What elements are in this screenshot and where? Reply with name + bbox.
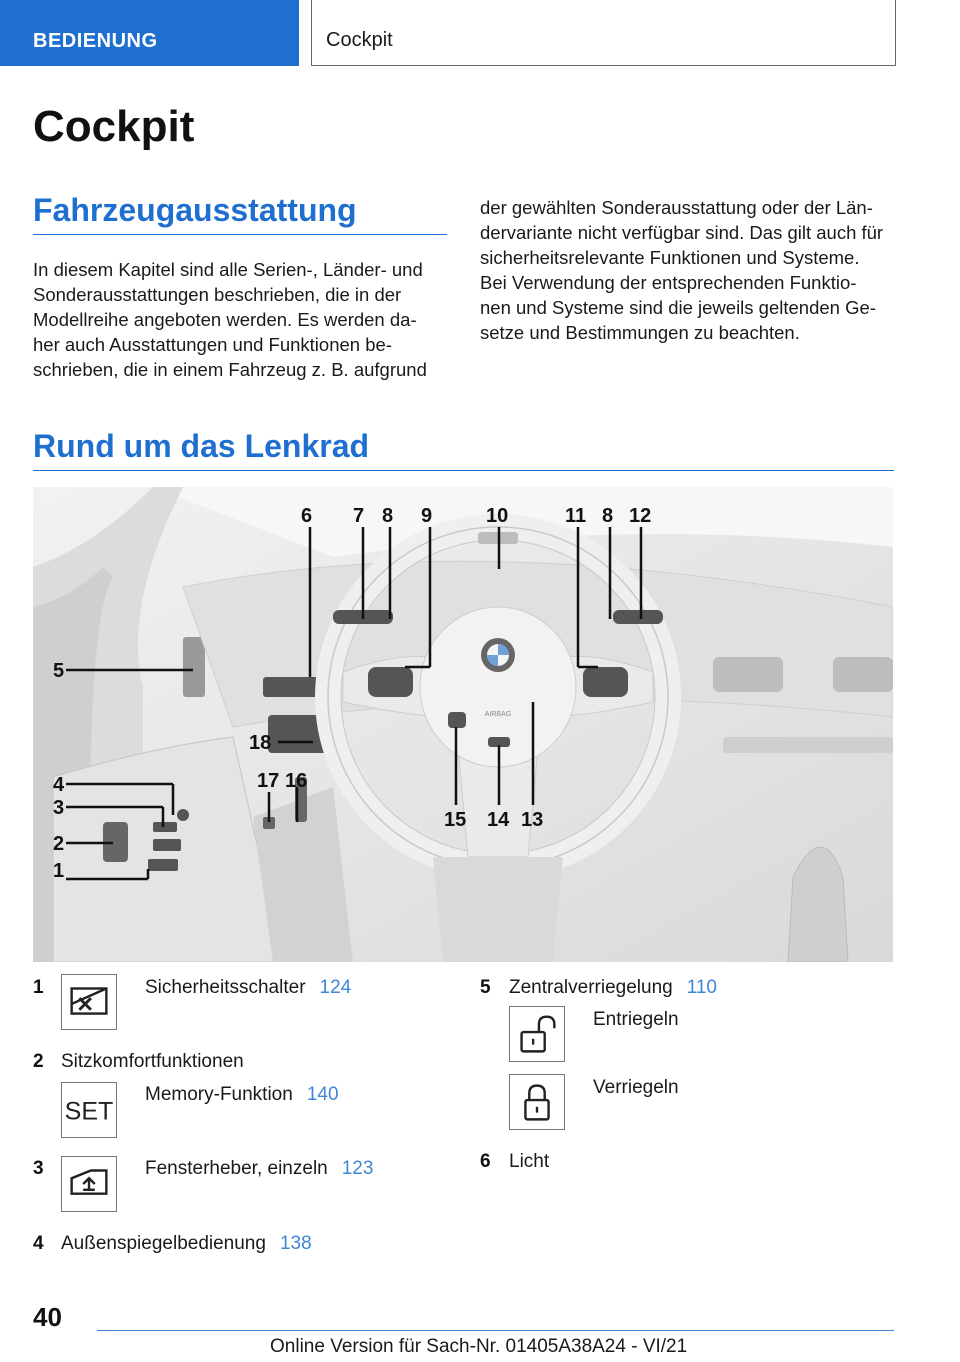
callout-9: 9 xyxy=(421,505,433,527)
intro-paragraph-right xyxy=(480,195,900,345)
callout-3: 3 xyxy=(53,797,65,819)
set-button-icon xyxy=(61,1082,117,1138)
text-line: der gewählten Sonderausstattung oder der Län- xyxy=(480,197,873,218)
item-1 xyxy=(145,977,351,999)
callout-11: 11 xyxy=(565,505,587,527)
text-line: schrieben, die in einem Fahrzeug z. B. aufgrund xyxy=(33,359,427,380)
footer-text: Online Version für Sach-Nr. 01405A38A24 - VI/21 xyxy=(270,1336,688,1357)
section-title-lenkrad: Rund um das Lenkrad xyxy=(33,428,370,464)
item-label: Sitzkomfortfunktionen xyxy=(61,1051,244,1072)
text-line: Bei Verwendung der entsprechenden Funktio- xyxy=(480,272,857,293)
callout-16: 16 xyxy=(285,770,308,792)
text-line: her auch Ausstattungen und Funktionen be- xyxy=(33,334,392,355)
unlock-icon xyxy=(509,1006,565,1062)
callout-6: 6 xyxy=(301,505,313,527)
text-line: nen und Systeme sind die jeweils geltenden Ge- xyxy=(480,297,876,318)
item-label: Entriegeln xyxy=(593,1009,679,1030)
item-2a xyxy=(145,1084,339,1106)
footer-divider xyxy=(97,1330,894,1331)
page-link[interactable]: 123 xyxy=(341,1158,374,1179)
callout-15: 15 xyxy=(444,809,467,831)
text-line: dervariante nicht verfügbar sind. Das gilt auch für xyxy=(480,222,884,243)
item-label: Licht xyxy=(509,1151,550,1172)
callout-13: 13 xyxy=(521,809,544,831)
text-line: In diesem Kapitel sind alle Serien-, Länder- und xyxy=(33,259,423,280)
page-link[interactable]: 110 xyxy=(686,977,717,998)
callout-14: 14 xyxy=(487,809,510,831)
callout-8: 8 xyxy=(382,505,394,527)
item-label: Außenspiegelbedienung xyxy=(61,1233,266,1254)
page-link[interactable]: 140 xyxy=(306,1084,339,1105)
callout-12: 12 xyxy=(629,505,652,527)
item-label: Zentralverriegelung xyxy=(509,977,673,998)
item-number-5: 5 xyxy=(480,977,491,998)
item-label: Memory-Funktion xyxy=(145,1084,293,1105)
item-5a xyxy=(593,1009,679,1031)
item-number-2: 2 xyxy=(33,1051,44,1072)
section-title-fahrzeugausstattung: Fahrzeugausstattung xyxy=(33,192,357,228)
set-icon-text: SET xyxy=(64,1097,114,1126)
item-label: Verriegeln xyxy=(593,1077,679,1098)
item-number-1: 1 xyxy=(33,977,44,998)
item-label: Fensterheber, einzeln xyxy=(145,1158,328,1179)
item-label: Sicherheitsschalter xyxy=(145,977,306,998)
item-5 xyxy=(509,977,717,999)
airbag-label: AIRBAG xyxy=(484,711,512,718)
item-6 xyxy=(509,1151,549,1173)
section-divider xyxy=(33,234,447,235)
callout-7: 7 xyxy=(353,505,365,527)
page-number: 40 xyxy=(33,1302,62,1332)
callout-5: 5 xyxy=(53,660,65,682)
section-divider xyxy=(33,470,894,471)
page-link[interactable]: 124 xyxy=(319,977,352,998)
chapter-header: Cockpit xyxy=(311,0,896,66)
item-3 xyxy=(145,1158,373,1180)
item-number-3: 3 xyxy=(33,1158,44,1179)
text-line: Modellreihe angeboten werden. Es werden da- xyxy=(33,309,417,330)
callout-8b: 8 xyxy=(602,505,614,527)
page-link[interactable]: 138 xyxy=(279,1233,312,1254)
callout-2: 2 xyxy=(53,833,65,855)
cockpit-illustration xyxy=(33,487,893,962)
item-5b xyxy=(593,1077,679,1099)
item-number-4: 4 xyxy=(33,1233,44,1254)
text-line: sicherheitsrelevante Funktionen und Systeme. xyxy=(480,247,860,268)
section-tab: BEDIENUNG xyxy=(0,0,299,66)
window-switch-icon xyxy=(61,1156,117,1212)
window-lock-icon xyxy=(61,974,117,1030)
text-line: setze und Bestimmungen zu beachten. xyxy=(480,322,800,343)
item-number-6: 6 xyxy=(480,1151,491,1172)
item-4 xyxy=(61,1233,312,1255)
callout-1: 1 xyxy=(53,860,65,882)
item-2 xyxy=(61,1051,244,1073)
callout-4: 4 xyxy=(53,774,65,796)
page-title: Cockpit xyxy=(33,102,195,151)
callout-17: 17 xyxy=(257,770,280,792)
callout-10: 10 xyxy=(486,505,509,527)
lock-icon xyxy=(509,1074,565,1130)
text-line: Sonderausstattungen beschrieben, die in der xyxy=(33,284,402,305)
intro-paragraph-left xyxy=(33,257,447,382)
callout-18: 18 xyxy=(249,732,272,754)
